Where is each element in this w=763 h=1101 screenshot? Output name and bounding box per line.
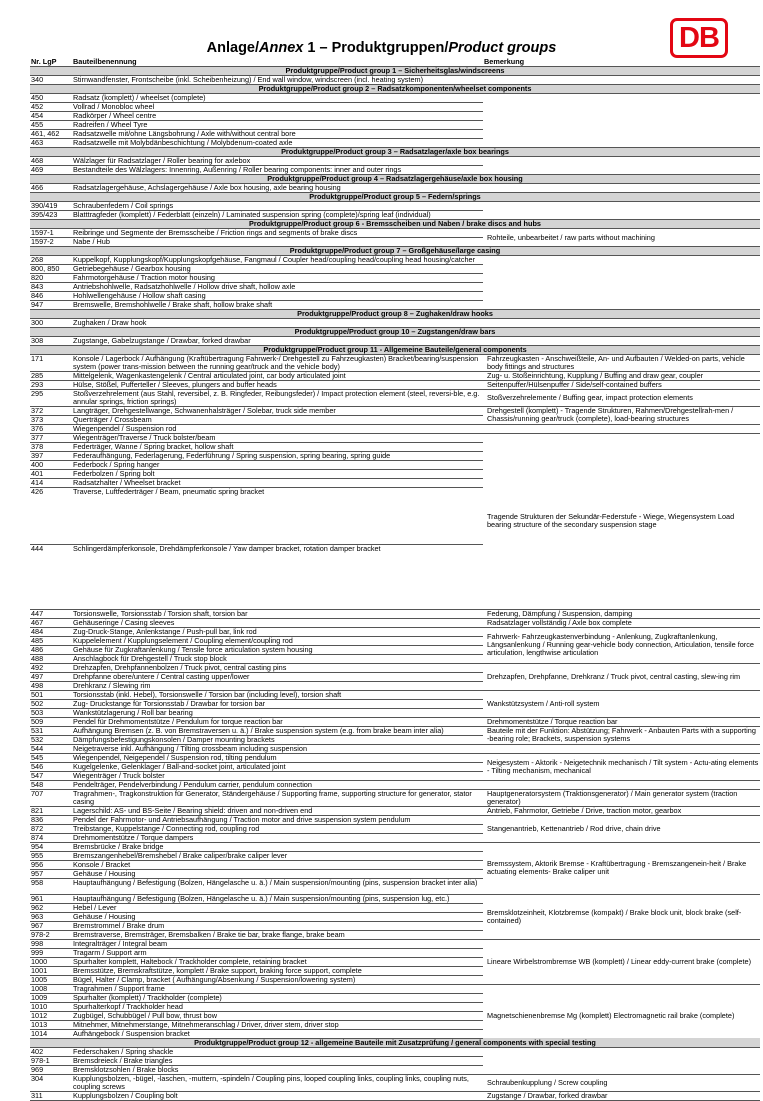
- part-number: 484: [30, 627, 72, 636]
- part-name: Dämpfungsbefestigungskonsolen / Damper mounting brackets: [72, 735, 483, 744]
- part-name: Pendelträger, Pendelverbindung / Pendulum carrier, pendulum connection: [72, 780, 483, 789]
- group-title: Produktgruppe/Product group 2 – Radsatzkomponenten/wheelset components: [30, 85, 760, 94]
- part-number: 469: [30, 166, 72, 175]
- part-name: Bremsdreieck / Brake triangles: [72, 1056, 483, 1065]
- remark: [483, 744, 760, 753]
- part-number: 547: [30, 771, 72, 780]
- part-number: 308: [30, 337, 72, 346]
- part-name: Zugbügel, Schubbügel / Pull bow, thrust bow: [72, 1011, 483, 1020]
- part-number: 1012: [30, 1011, 72, 1020]
- table-row: [30, 1047, 760, 1056]
- part-number: 961: [30, 894, 72, 903]
- part-name: Federbolzen / Spring bolt: [72, 470, 483, 479]
- part-name: Bremstraverse, Bremsträger, Bremsbalken / Brake tie bar, brake flange, brake beam: [72, 930, 483, 939]
- part-name: Radsatzhalter / Wheelset bracket: [72, 479, 483, 488]
- part-number: 295: [30, 390, 72, 407]
- remark: Lineare Wirbelstrombremse WB (komplett) / Linear eddy-current brake (complete): [483, 939, 760, 984]
- part-name: Radsatzlagergehäuse, Achslagergehäuse / Axle box housing, axle bearing housing: [72, 184, 483, 193]
- part-number: 1000: [30, 957, 72, 966]
- part-number: 454: [30, 112, 72, 121]
- table-row: [30, 806, 760, 815]
- part-number: 998: [30, 939, 72, 948]
- product-group-table: [30, 58, 760, 1101]
- part-name: Mittelgelenk, Wagenkastengelenk / Central articulated joint, car body articulated joint: [72, 372, 483, 381]
- remark: [483, 425, 760, 434]
- group-title: Produktgruppe/Product group 8 – Zughaken/draw hooks: [30, 310, 760, 319]
- part-name: Bremsbrücke / Brake bridge: [72, 842, 483, 851]
- part-number: 377: [30, 434, 72, 443]
- part-number: 821: [30, 806, 72, 815]
- group-title: Produktgruppe/Product group 7 – Großgehäuse/large casing: [30, 247, 760, 256]
- part-name: Bremsklotzsohlen / Brake blocks: [72, 1065, 483, 1074]
- part-number: 285: [30, 372, 72, 381]
- part-number: 390/419: [30, 202, 72, 211]
- part-name: Drehkranz / Slewing rim: [72, 681, 483, 690]
- part-number: 531: [30, 726, 72, 735]
- part-number: 293: [30, 381, 72, 390]
- part-number: 426: [30, 488, 72, 545]
- part-name: Kuppelkopf, Kupplungskopf/Kupplungskopfgehäuse, Fangmaul / Coupler head/coupling head/coupling head housing/catcher: [72, 256, 483, 265]
- part-name: Zughaken / Draw hook: [72, 319, 483, 328]
- part-number: 268: [30, 256, 72, 265]
- remark: Drehzapfen, Drehpfanne, Drehkranz / Truck pivot, central casting, slew-ing rim: [483, 663, 760, 690]
- part-name: Querträger / Crossbeam: [72, 416, 483, 425]
- part-number: 836: [30, 815, 72, 824]
- part-name: Spurhalter (komplett) / Trackholder (complete): [72, 993, 483, 1002]
- header-nr: Nr. LgP: [31, 57, 57, 66]
- part-number: 1009: [30, 993, 72, 1002]
- part-name: Neigetraverse inkl. Aufhängung / Tilting crossbeam including suspension: [72, 744, 483, 753]
- part-number: 304: [30, 1074, 72, 1091]
- part-number: 1597-1: [30, 229, 72, 238]
- part-name: Fahrmotorgehäuse / Traction motor housing: [72, 274, 483, 283]
- part-number: 444: [30, 544, 72, 609]
- part-name: Zugstange, Gabelzugstange / Drawbar, forked drawbar: [72, 337, 483, 346]
- remark: Radsatzlager vollständig / Axle box complete: [483, 618, 760, 627]
- part-number: 958: [30, 878, 72, 894]
- part-name: Radsatzwelle mit/ohne Längsbohrung / Axle with/without central bore: [72, 130, 483, 139]
- table-row: [30, 815, 760, 824]
- part-number: 1014: [30, 1029, 72, 1038]
- part-number: 452: [30, 103, 72, 112]
- table-row: [30, 355, 760, 372]
- part-name: Pendel der Fahrmotor- und Antriebsaufhängung / Traction motor and drive suspension system pendulum: [72, 815, 483, 824]
- part-name: Wankstützlagerung / Roll bar bearing: [72, 708, 483, 717]
- part-number: 947: [30, 301, 72, 310]
- part-number: 955: [30, 851, 72, 860]
- table-row: [30, 894, 760, 903]
- part-name: Hauptaufhängung / Befestigung (Bolzen, Hängelasche u. ä.) / Main suspension/mounting (pins, suspension lug, etc.): [72, 894, 483, 903]
- part-number: 397: [30, 452, 72, 461]
- part-name: Langträger, Drehgestellwange, Schwanenhalsträger / Solebar, truck side member: [72, 407, 483, 416]
- part-name: Radreifen / Wheel Tyre: [72, 121, 483, 130]
- table-row: [30, 842, 760, 851]
- part-name: Wälzlager für Radsatzlager / Roller bearing for axlebox: [72, 157, 483, 166]
- table-row: [30, 618, 760, 627]
- part-number: 447: [30, 609, 72, 618]
- group-title: Produktgruppe/Product group 4 – Radsatzlagergehäuse/axle box housing: [30, 175, 760, 184]
- part-number: 376: [30, 425, 72, 434]
- part-number: 967: [30, 921, 72, 930]
- table-row: [30, 229, 760, 238]
- part-number: 846: [30, 292, 72, 301]
- part-number: 954: [30, 842, 72, 851]
- remark: Drehgestell (komplett) - Tragende Strukturen, Rahmen/Drehgestellrah-men / Chassis/running gear/truck (complete), load-bearing structures: [483, 407, 760, 425]
- part-number: 957: [30, 869, 72, 878]
- part-number: 402: [30, 1047, 72, 1056]
- remark: [483, 780, 760, 789]
- part-name: Kupplungsbolzen / Coupling bolt: [72, 1091, 483, 1100]
- part-number: 492: [30, 663, 72, 672]
- part-number: 372: [30, 407, 72, 416]
- table-row: [30, 789, 760, 806]
- part-name: Spurhalterkopf / Trackholder head: [72, 1002, 483, 1011]
- part-name: Anschlagbock für Drehgestell / Truck stop block: [72, 654, 483, 663]
- remark: Zug- u. Stoßeinrichtung, Kupplung / Buffing and draw gear, coupler: [483, 372, 760, 381]
- remark: Bremsklotzeinheit, Klotzbremse (kompakt) / Brake block unit, block brake (self-contained): [483, 894, 760, 939]
- remark: Tragende Strukturen der Sekundär-Federstufe - Wiege, Wiegensystem Load bearing structure of the secondary suspension stage: [483, 434, 760, 610]
- part-name: Getriebegehäuse / Gearbox housing: [72, 265, 483, 274]
- remark: Federung, Dämpfung / Suspension, damping: [483, 609, 760, 618]
- part-number: 820: [30, 274, 72, 283]
- part-name: Kupplungsbolzen, -bügel, -laschen, -muttern, -spindeln / Coupling pins, looped coupling links, coupling links, coupling nuts, coupling screws: [72, 1074, 483, 1091]
- header-remark: Bemerkung: [484, 57, 525, 66]
- part-number: 486: [30, 645, 72, 654]
- table-row: [30, 627, 760, 636]
- part-name: Federbock / Spring hanger: [72, 461, 483, 470]
- part-name: Spurhalter komplett, Haltebock / Trackholder complete, retaining bracket: [72, 957, 483, 966]
- remark: Antrieb, Fahrmotor, Getriebe / Drive, traction motor, gearbox: [483, 806, 760, 815]
- part-number: 503: [30, 708, 72, 717]
- remark: Stoßverzehrelemente / Buffing gear, impact protection elements: [483, 390, 760, 407]
- part-number: 978-1: [30, 1056, 72, 1065]
- part-name: Zug-Druck-Stange, Anlenkstange / Push-pull bar, link rod: [72, 627, 483, 636]
- remark: Schraubenkupplung / Screw coupling: [483, 1074, 760, 1091]
- part-name: Bremsstütze, Bremskraftstütze, komplett / Brake support, braking force support, complete: [72, 966, 483, 975]
- remark: Stangenantrieb, Kettenantrieb / Rod drive, chain drive: [483, 815, 760, 842]
- part-name: Gehäuseringe / Casing sleeves: [72, 618, 483, 627]
- part-name: Blatttragfeder (komplett) / Federblatt (einzeln) / Laminated suspension spring (complete)/spring leaf (individual): [72, 211, 483, 220]
- title-part-2: Annex: [259, 40, 304, 56]
- part-name: Wiegenpendel, Neigependel / Suspension rod, tilting pendulum: [72, 753, 483, 762]
- part-name: Wiegenträger / Truck bolster: [72, 771, 483, 780]
- table-row: [30, 744, 760, 753]
- part-number: 401: [30, 470, 72, 479]
- part-number: 395/423: [30, 211, 72, 220]
- part-number: 373: [30, 416, 72, 425]
- part-name: Gehäuse für Zugkraftanlenkung / Tensile force articulation system housing: [72, 645, 483, 654]
- group-header-row: [30, 1038, 760, 1047]
- part-number: 509: [30, 717, 72, 726]
- part-number: 488: [30, 654, 72, 663]
- part-number: 707: [30, 789, 72, 806]
- remark: Drehmomentstütze / Torque reaction bar: [483, 717, 760, 726]
- part-name: Hohlwellengehäuse / Hollow shaft casing: [72, 292, 483, 301]
- part-number: 468: [30, 157, 72, 166]
- part-name: Hauptaufhängung / Befestigung (Bolzen, Hängelasche u. ä.) / Main suspension/mounting (pins, suspension bracket inter alia): [72, 878, 483, 894]
- header-name: Bauteilbenennung: [73, 57, 137, 66]
- table-row: [30, 663, 760, 672]
- table-row: [30, 753, 760, 762]
- part-name: Aufhängebock / Suspension bracket: [72, 1029, 483, 1038]
- part-name: Mitnehmer, Mitnehmerstange, Mitnehmeranschlag / Driver, driver stem, driver stop: [72, 1020, 483, 1029]
- part-name: Bremswelle, Bremshohlwelle / Brake shaft, hollow brake shaft: [72, 301, 483, 310]
- part-number: 962: [30, 903, 72, 912]
- part-number: 414: [30, 479, 72, 488]
- part-name: Radsatzwelle mit Molybdänbeschichtung / Molybdenum-coated axle: [72, 139, 483, 148]
- part-name: Lagerschild: AS- und BS-Seite / Bearing shield: driven and non-driven end: [72, 806, 483, 815]
- part-number: 843: [30, 283, 72, 292]
- part-number: 485: [30, 636, 72, 645]
- remark: Bremssystem, Aktorik Bremse - Kraftübertragung - Bremszangenein-heit / Brake actuating elements- Brake caliper unit: [483, 842, 760, 894]
- part-number: 171: [30, 355, 72, 372]
- part-number: 545: [30, 753, 72, 762]
- part-name: Schlingerdämpferkonsole, Drehdämpferkonsole / Yaw damper bracket, rotation damper bracket: [72, 544, 483, 609]
- remark: Fahrzeugkasten - Anschweißteile, An- und Aufbauten / Welded-on parts, vehicle body fittings and structures: [483, 355, 760, 372]
- part-number: 969: [30, 1065, 72, 1074]
- table-row: [30, 726, 760, 735]
- table-body: [30, 67, 760, 1101]
- db-logo-text: DB: [679, 22, 719, 54]
- part-number: 1008: [30, 984, 72, 993]
- part-name: Konsole / Bracket: [72, 860, 483, 869]
- part-name: Tragrahmen / Support frame: [72, 984, 483, 993]
- part-number: 455: [30, 121, 72, 130]
- part-number: 1001: [30, 966, 72, 975]
- part-number: 502: [30, 699, 72, 708]
- remark: Fahrwerk- Fahrzeugkastenverbindung - Anlenkung, Zugkraftanlenkung, Längsanlenkung / Running gear-vehicle body connection, Articulation, tensile force articulation, lengthwise articulation: [483, 627, 760, 663]
- part-name: Pendel für Drehmomentstütze / Pendulum for torque reaction bar: [72, 717, 483, 726]
- part-name: Hülse, Stößel, Pufferteller / Sleeves, plungers and buffer heads: [72, 381, 483, 390]
- table-row: [30, 1074, 760, 1091]
- table-row: [30, 939, 760, 948]
- part-number: 963: [30, 912, 72, 921]
- group-title: Produktgruppe/Product group 12 - allgemeine Bauteile mit Zusatzprüfung / general components with special testing: [30, 1038, 760, 1047]
- part-number: 548: [30, 780, 72, 789]
- part-name: Wiegenpendel / Suspension rod: [72, 425, 483, 434]
- part-name: Torsionsstab (inkl. Hebel), Torsionswelle / Torsion bar (including level), torsion shaft: [72, 690, 483, 699]
- page-title: [0, 40, 763, 56]
- table-row: [30, 390, 760, 407]
- part-name: Gehäuse / Housing: [72, 912, 483, 921]
- part-name: Antriebshohlwelle, Radsatzhohlwelle / Hollow drive shaft, hollow axle: [72, 283, 483, 292]
- group-title: Produktgruppe/Product group 5 – Federn/springs: [30, 193, 760, 202]
- part-number: 463: [30, 139, 72, 148]
- part-name: Wiegenträger/Traverse / Truck bolster/beam: [72, 434, 483, 443]
- part-name: Torsionswelle, Torsionsstab / Torsion shaft, torsion bar: [72, 609, 483, 618]
- part-name: Integralträger / Integral beam: [72, 939, 483, 948]
- part-number: 872: [30, 824, 72, 833]
- part-number: 1597-2: [30, 238, 72, 247]
- part-name: Tragrahmen-, Tragkonstruktion für Generator, Ständergehäuse / Supporting frame, supporting structure for generator, stator casing: [72, 789, 483, 806]
- part-name: Treibstange, Kuppelstange / Connecting rod, coupling rod: [72, 824, 483, 833]
- part-name: Drehpfanne obere/untere / Central casting upper/lower: [72, 672, 483, 681]
- title-part-4: Product groups: [448, 40, 557, 56]
- title-part-1: Anlage/: [206, 40, 260, 56]
- part-number: 378: [30, 443, 72, 452]
- part-number: 467: [30, 618, 72, 627]
- part-number: 800, 850: [30, 265, 72, 274]
- part-name: Federaufhängung, Federlagerung, Federführung / Spring suspension, spring bearing, spring guide: [72, 452, 483, 461]
- part-number: 450: [30, 94, 72, 103]
- table-row: [30, 984, 760, 993]
- part-name: Radkörper / Wheel centre: [72, 112, 483, 121]
- remark: Magnetschienenbremse Mg (komplett) Electromagnetic rail brake (complete): [483, 984, 760, 1047]
- remark: Wankstützsystem / Anti-roll system: [483, 690, 760, 717]
- part-name: Bremstrommel / Brake drum: [72, 921, 483, 930]
- group-title: Produktgruppe/Product group 10 – Zugstangen/draw bars: [30, 328, 760, 337]
- table-row: [30, 780, 760, 789]
- part-name: Stoßverzehrelement (aus Stahl, reversibel, z. B. Ringfeder, Reibungsfeder) / Impact protection element (steel, reversi-ble, e.g. annular springs, friction springs): [72, 390, 483, 407]
- group-title: Produktgruppe/Product group 11 - Allgemeine Bauteile/general components: [30, 346, 760, 355]
- part-number: 546: [30, 762, 72, 771]
- part-number: 874: [30, 833, 72, 842]
- part-number: 400: [30, 461, 72, 470]
- remark: Neigesystem - Aktorik - Neigetechnik mechanisch / Tilt system - Actu-ating elements - Tilting mechanism, mechanical: [483, 753, 760, 780]
- table-row: [30, 690, 760, 699]
- part-name: Aufhängung Bremsen (z. B. von Bremstraversen u. ä.) / Brake suspension system (e.g. from brake beam inter alia): [72, 726, 483, 735]
- part-name: Drehzapfen, Drehpfannenbolzen / Truck pivot, central casting pins: [72, 663, 483, 672]
- part-number: 300: [30, 319, 72, 328]
- part-number: 999: [30, 948, 72, 957]
- group-title: Produktgruppe/Product group 3 – Radsatzlager/axle box bearings: [30, 148, 760, 157]
- part-name: Schraubenfedern / Coil springs: [72, 202, 483, 211]
- part-name: Gehäuse / Housing: [72, 869, 483, 878]
- part-name: Nabe / Hub: [72, 238, 483, 247]
- part-number: 1010: [30, 1002, 72, 1011]
- part-number: 544: [30, 744, 72, 753]
- remark: Rohteile, unbearbeitet / raw parts without machining: [483, 229, 760, 247]
- part-name: Hebel / Lever: [72, 903, 483, 912]
- part-number: 311: [30, 1091, 72, 1100]
- part-name: Bestandteile des Wälzlagers: Innenring, Außenring / Roller bearing components: inner and outer rings: [72, 166, 483, 175]
- part-number: 497: [30, 672, 72, 681]
- part-name: Bremszangenhebel/Bremshebel / Brake caliper/brake caliper lever: [72, 851, 483, 860]
- part-number: 978-2: [30, 930, 72, 939]
- part-number: 466: [30, 184, 72, 193]
- part-number: 498: [30, 681, 72, 690]
- part-number: 501: [30, 690, 72, 699]
- part-name: Vollrad / Monobloc wheel: [72, 103, 483, 112]
- part-number: 956: [30, 860, 72, 869]
- part-name: Radsatz (komplett) / wheelset (complete): [72, 94, 483, 103]
- part-number: 1005: [30, 975, 72, 984]
- part-name: Traverse, Luftfederträger / Beam, pneumatic spring bracket: [72, 488, 483, 545]
- part-number: 461, 462: [30, 130, 72, 139]
- table-row: [30, 609, 760, 618]
- part-name: Stirnwandfenster, Frontscheibe (inkl. Scheibenheizung) / End wall window, windscreen (incl. heating system): [72, 76, 483, 85]
- remark: Bauteile mit der Funktion: Abstützung; Fahrwerk - Anbauten Parts with a supporting -bearing role; Brackets, suspension systems: [483, 726, 760, 744]
- remark: [483, 1047, 760, 1074]
- part-name: Reibringe und Segmente der Bremsscheibe / Friction rings and segments of brake discs: [72, 229, 483, 238]
- remark: Seitenpuffer/Hülsenpuffer / Side/self-contained buffers: [483, 381, 760, 390]
- group-title: Produktgruppe/Product group 6 - Bremsscheiben und Naben / brake discs and hubs: [30, 220, 760, 229]
- remark: Zugstange / Drawbar, forked drawbar: [483, 1091, 760, 1100]
- part-name: Bügel, Halter / Clamp, bracket ( Aufhängung/Absenkung / Suspension/lowering system): [72, 975, 483, 984]
- part-name: Konsole / Lagerbock / Aufhängung (Kraftübertragung Fahrwerk-/ Drehgestell zu Fahrzeugkasten) Bracket/bearing/suspension system (power trans-mission between the running gear/truck and the vehicle body): [72, 355, 483, 372]
- part-number: 532: [30, 735, 72, 744]
- remark: Hauptgeneratorsystem (Traktionsgenerator) / Main generator system (traction generator): [483, 789, 760, 806]
- title-part-3: 1 – Produktgruppen/: [303, 40, 449, 56]
- part-name: Kuppelelement / Kupplungselement / Coupling element/coupling rod: [72, 636, 483, 645]
- part-name: Tragarm / Support arm: [72, 948, 483, 957]
- part-name: Federschaken / Spring shackle: [72, 1047, 483, 1056]
- part-number: 340: [30, 76, 72, 85]
- part-name: Zug- Druckstange für Torsionsstab / Drawbar for torsion bar: [72, 699, 483, 708]
- part-number: 1013: [30, 1020, 72, 1029]
- part-name: Drehmomentstütze / Torque dampers: [72, 833, 483, 842]
- part-name: Federträger, Wanne / Spring bracket, hollow shaft: [72, 443, 483, 452]
- group-title: Produktgruppe/Product group 1 – Sicherheitsglas/windscreens: [30, 67, 760, 76]
- table-row: [30, 1091, 760, 1100]
- table-row: [30, 717, 760, 726]
- part-name: Kugelgelenke, Gelenklager / Ball-and-socket joint, articulated joint: [72, 762, 483, 771]
